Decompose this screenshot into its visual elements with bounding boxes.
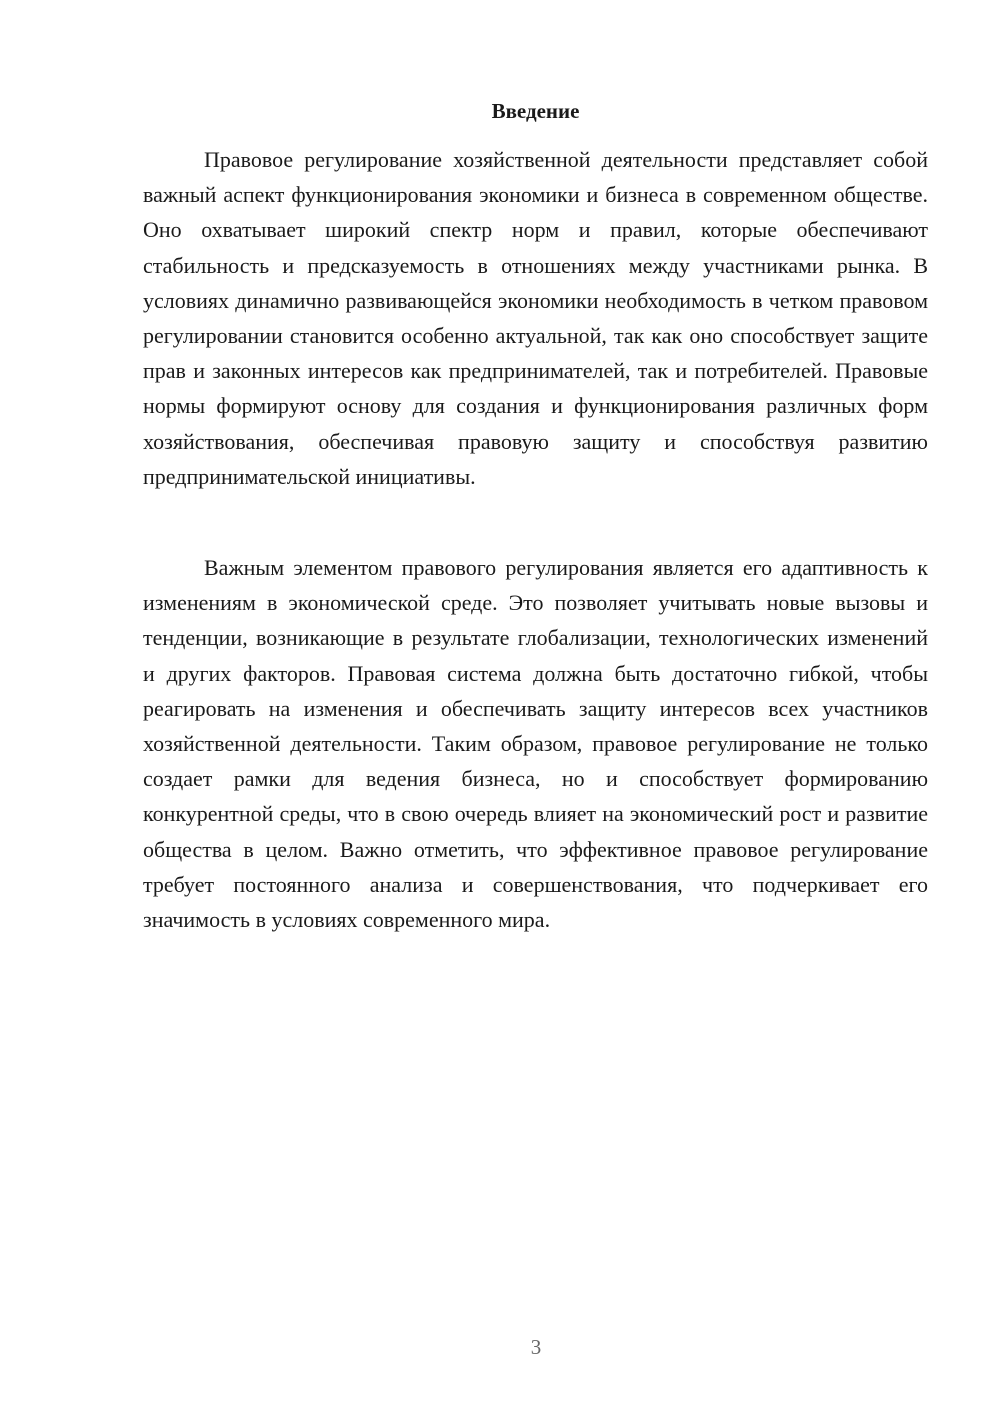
paragraph-2: Важным элементом правового регулирования является его адаптивность к изменениям в экономической среде. Это позволяет учитывать новые вызовы и тенденции, возникающие в результате глобализации, технологических изменений и других факторов. Правовая система должна быть достаточно гибкой, чтобы реагировать на изменения и обеспечивать защиту интересов всех участников хозяйственной деятельности. Таким образом, правовое регулирование не только создает рамки для ведения бизнеса, но и способствует формированию конкурентной среды, что в свою очередь влияет на экономический рост и развитие общества в целом. Важно отметить, что эффективное правовое регулирование требует постоянного анализа и совершенствования, что подчеркивает его значимость в условиях современного мира. — [143, 555, 928, 933]
page-number: 3 — [530, 1335, 542, 1359]
paragraph-block-2 — [143, 550, 928, 937]
paragraph-block-1 — [143, 142, 928, 494]
paragraph-1: Правовое регулирование хозяйственной деятельности представляет собой важный аспект функционирования экономики и бизнеса в современном обществе. Оно охватывает широкий спектр норм и правил, которые обеспечивают стабильность и предсказуемость в отношениях между участниками рынка. В условиях динамично развивающейся экономики необходимость в четком правовом регулировании становится особенно актуальной, так как оно способствует защите прав и законных интересов как предпринимателей, так и потребителей. Правовые нормы формируют основу для создания и функционирования различных форм хозяйствования, обеспечивая правовую защиту и способствуя развитию предпринимательской инициативы. — [143, 147, 928, 489]
section-heading: Введение — [491, 99, 580, 123]
